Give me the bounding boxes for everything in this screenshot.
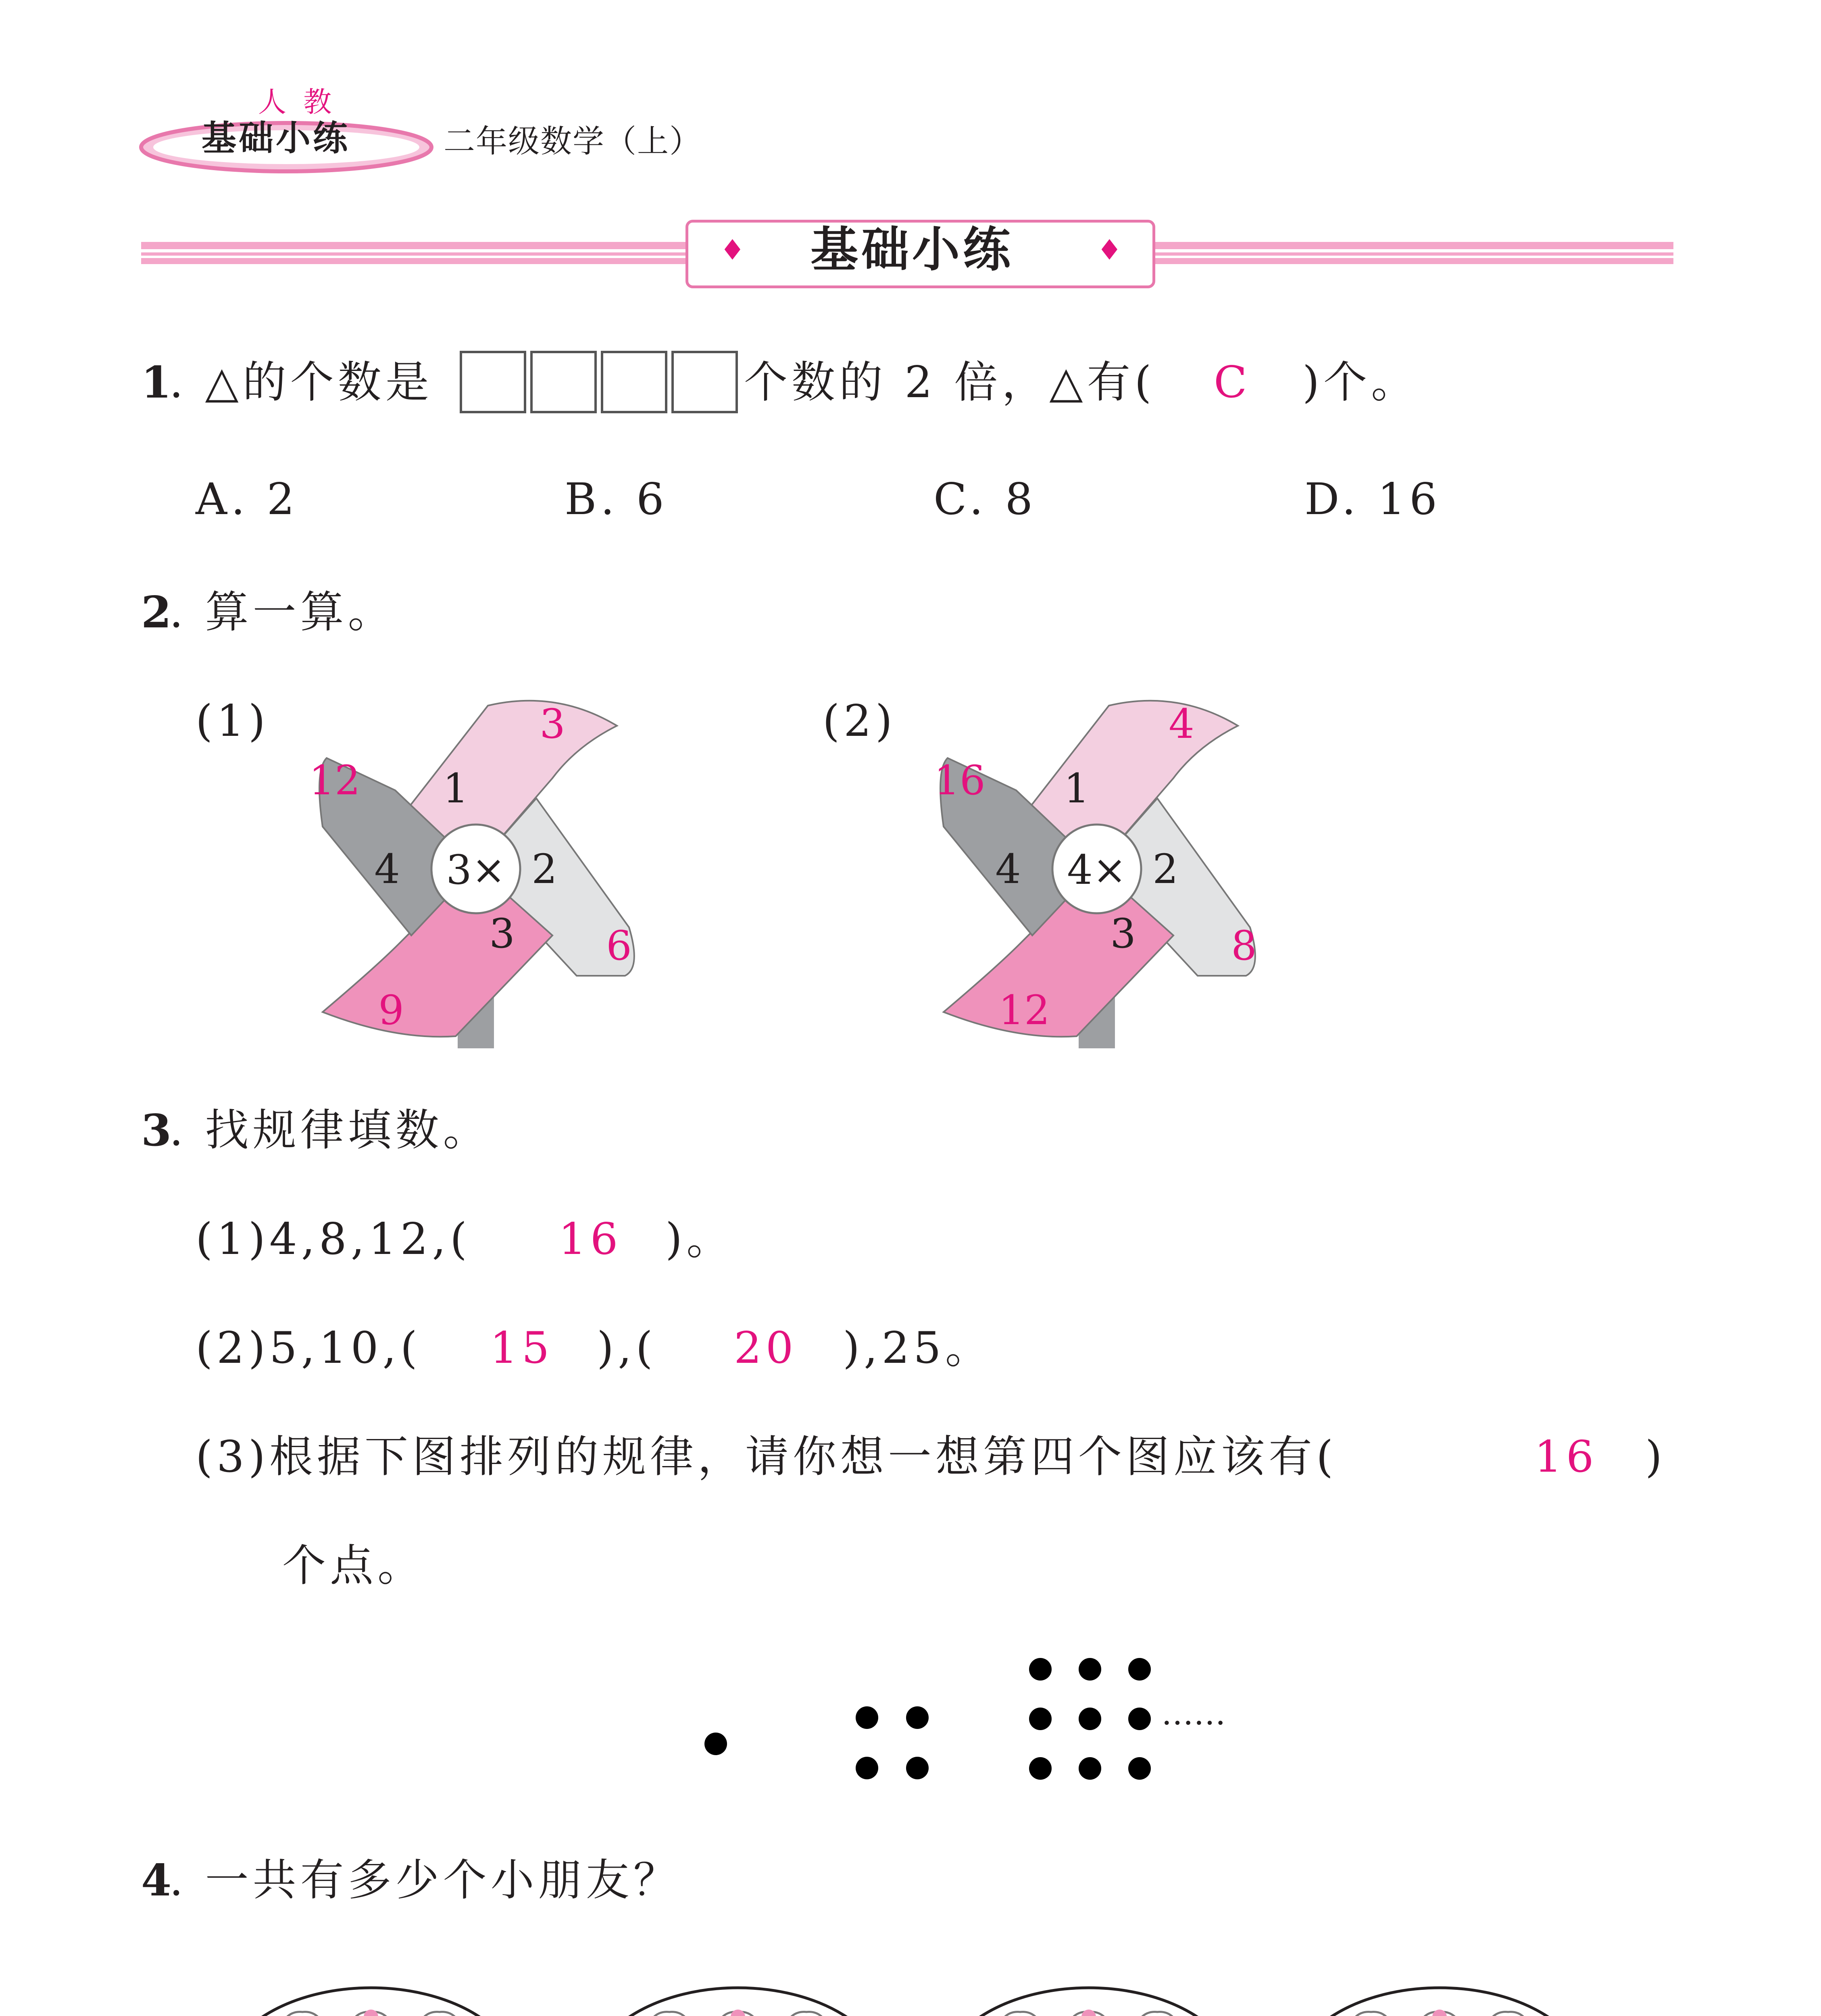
q1-option-b: B. 6	[565, 474, 668, 525]
q3-part-3-end: )	[1645, 1432, 1667, 1482]
children-group	[1286, 1984, 1593, 2016]
windmill-2-mult-1: 1	[1064, 765, 1090, 812]
dot	[1029, 1708, 1052, 1730]
diamond-right-icon: ♦	[1097, 233, 1126, 267]
dot	[1079, 1658, 1101, 1681]
dot	[906, 1706, 929, 1729]
windmill-1-label: (1)	[196, 696, 269, 746]
dot	[1029, 1757, 1052, 1780]
windmill-1	[294, 694, 657, 1048]
children-group	[936, 1984, 1242, 2016]
q1-text-c: )个。	[1302, 357, 1419, 408]
q1-option-c: C. 8	[933, 474, 1037, 525]
q3-number: 3	[141, 1105, 176, 1156]
windmill-2-center: 4×	[1067, 846, 1127, 893]
dot	[1128, 1658, 1151, 1681]
dot-ellipsis: ……	[1161, 1695, 1226, 1732]
windmill-2-label: (2)	[823, 696, 896, 746]
section-title: 基础小练	[810, 222, 1014, 277]
windmill-1-answer-3: 9	[378, 987, 404, 1034]
q3-part-1-text: (1)4,8,12,(	[196, 1214, 471, 1264]
q3-text: . 找规律填数。	[169, 1105, 491, 1156]
q1-answer: C	[1214, 357, 1251, 408]
windmill-1-mult-3: 3	[489, 910, 515, 957]
dot	[704, 1733, 727, 1755]
q1-square	[671, 351, 738, 413]
q1-option-a: A. 2	[196, 474, 299, 525]
windmill-2-mult-3: 3	[1110, 910, 1136, 957]
subject-label: 二年级数学（上）	[444, 123, 702, 160]
q2-text: . 算一算。	[169, 587, 396, 637]
windmill-2-answer-4: 16	[934, 757, 986, 804]
dot	[1079, 1757, 1101, 1780]
dot	[1128, 1708, 1151, 1730]
q3-part-2-text: (2)5,10,(	[196, 1323, 421, 1373]
windmill-1-answer-1: 3	[540, 700, 565, 748]
q1-text-b: 个数的 2 倍，△有(	[744, 357, 1156, 408]
q3-part-2-mid: ),(	[597, 1323, 657, 1373]
q3-part-1-end: )。	[665, 1214, 734, 1264]
q1-option-d: D. 16	[1304, 474, 1441, 525]
windmill-2	[915, 694, 1278, 1048]
windmill-1-mult-1: 1	[443, 765, 469, 812]
q3-part-2-answer-1: 15	[490, 1323, 554, 1373]
q1-text-a: . △的个数是	[169, 357, 433, 408]
q3-part-3-text: (3)根据下图排列的规律，请你想一想第四个图应该有(	[196, 1432, 1338, 1482]
q4-number: 4	[141, 1855, 176, 1906]
q1-number: 1	[141, 357, 176, 408]
windmill-1-answer-4: 12	[309, 757, 360, 804]
q3-part-2-end: ),25。	[843, 1323, 993, 1373]
windmill-2-mult-4: 4	[995, 846, 1021, 893]
series-top-label: 人 教	[258, 85, 336, 119]
series-name: 基础小练	[202, 118, 350, 158]
children-group	[585, 1984, 891, 2016]
windmill-1-mult-4: 4	[374, 846, 400, 893]
windmill-2-answer-3: 12	[998, 987, 1050, 1034]
windmill-2-answer-2: 8	[1231, 922, 1257, 969]
diamond-left-icon: ♦	[720, 233, 749, 267]
windmill-2-answer-1: 4	[1169, 700, 1194, 748]
dot	[1029, 1658, 1052, 1681]
windmill-1-mult-2: 2	[531, 846, 557, 893]
q4-text: . 一共有多少个小朋友？	[169, 1855, 681, 1906]
dot	[856, 1706, 878, 1729]
dot	[856, 1757, 878, 1779]
q3-part-3-answer: 16	[1534, 1432, 1598, 1482]
q3-part-1-answer: 16	[558, 1214, 622, 1264]
q1-square	[601, 351, 667, 413]
q1-square	[460, 351, 526, 413]
dot	[906, 1757, 929, 1779]
q1-square	[530, 351, 597, 413]
dot	[1128, 1757, 1151, 1780]
dot	[1079, 1708, 1101, 1730]
windmill-1-answer-2: 6	[606, 922, 632, 969]
q3-part-2-answer-2: 20	[734, 1323, 798, 1373]
q3-part-3-line-2: 个点。	[282, 1541, 425, 1591]
children-group	[218, 1984, 524, 2016]
windmill-2-mult-2: 2	[1152, 846, 1178, 893]
windmill-1-center: 3×	[446, 846, 506, 893]
q2-number: 2	[141, 587, 176, 638]
